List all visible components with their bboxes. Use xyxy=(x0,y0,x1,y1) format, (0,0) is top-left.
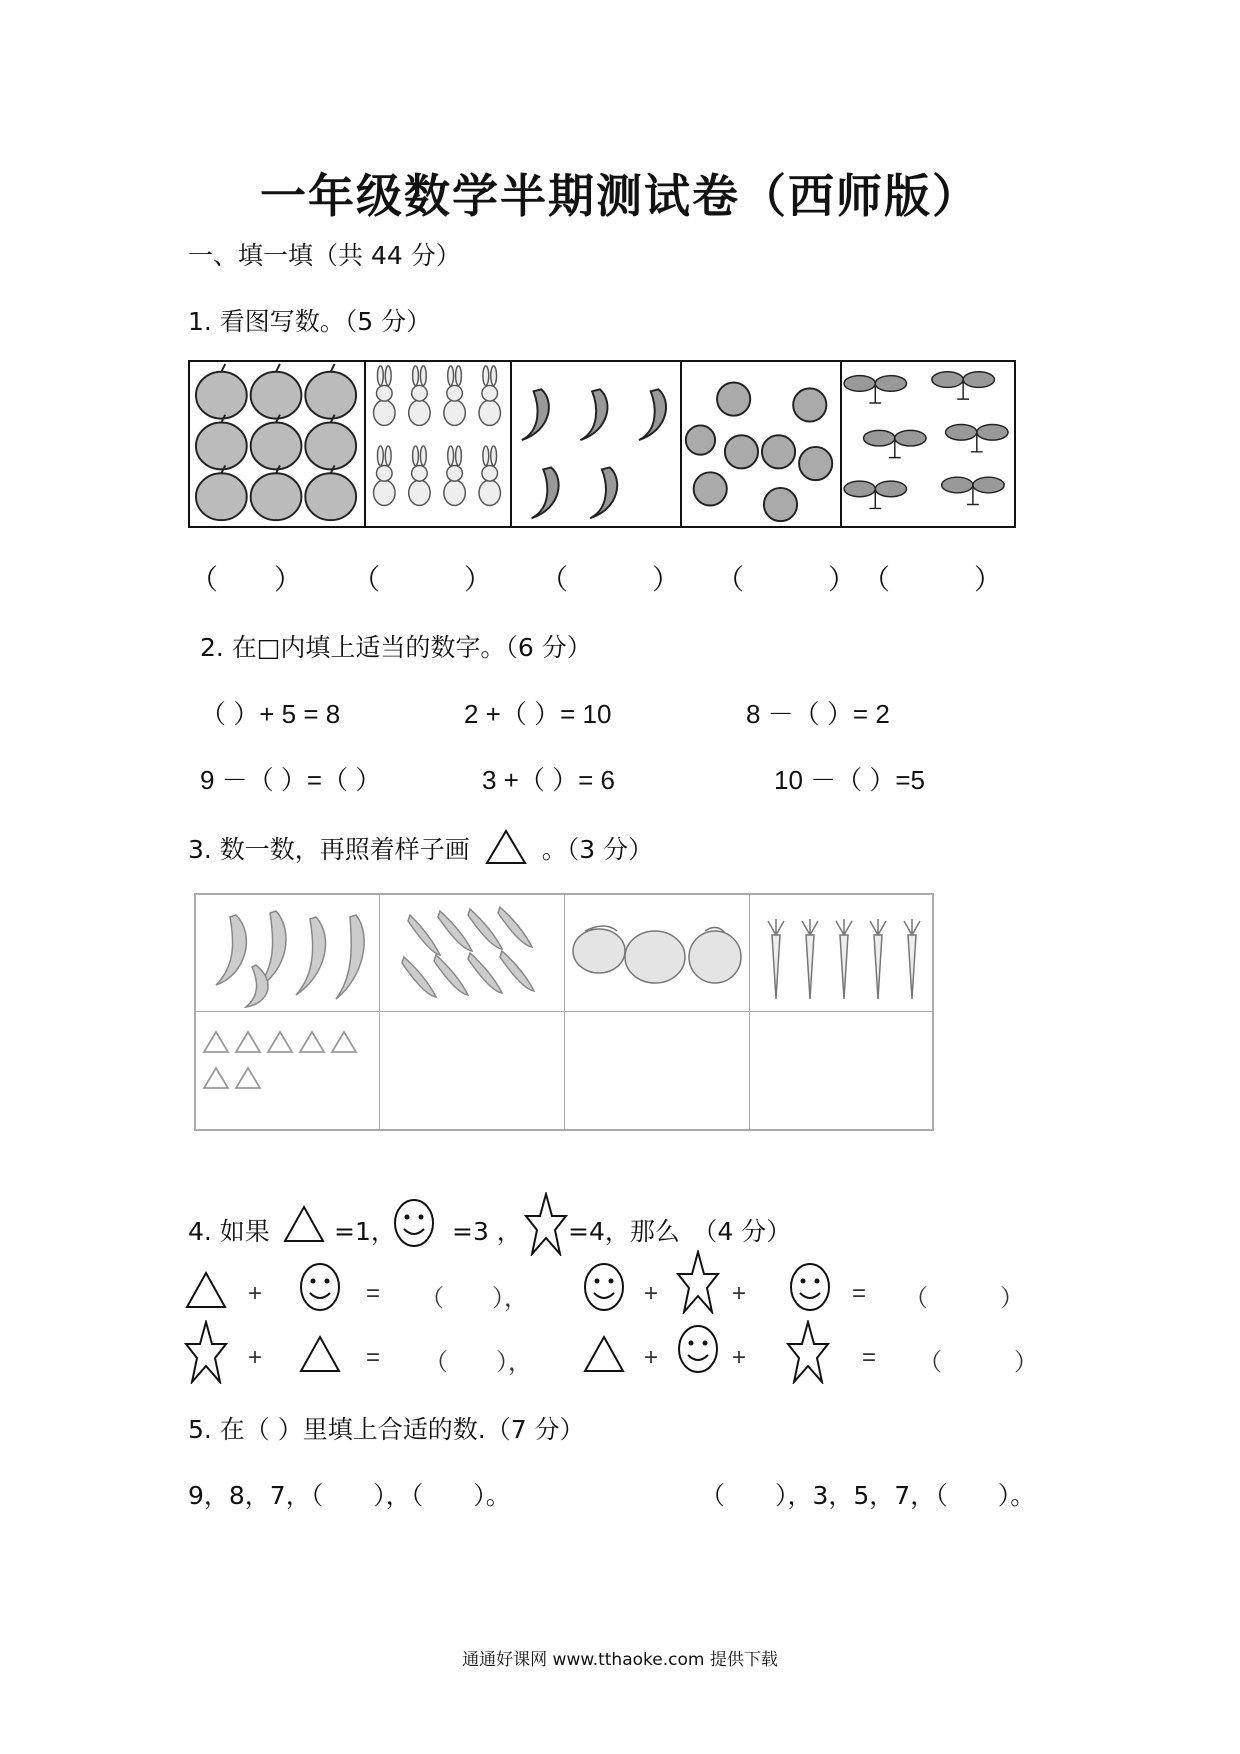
triangle-icon xyxy=(184,1270,228,1310)
triangle-icon xyxy=(282,1204,326,1244)
plus-sign: + xyxy=(732,1344,747,1371)
q3-label-points: 。（3 分） xyxy=(541,835,654,864)
q3-grid xyxy=(194,893,934,1131)
sample-triangles xyxy=(196,1012,380,1130)
q3-picture-carrots xyxy=(749,894,933,1012)
smiley-icon xyxy=(298,1262,342,1312)
q2-equation[interactable]: 3 +（ ）= 6 xyxy=(482,765,615,795)
triangle-icon xyxy=(204,1068,228,1088)
triangle-icon xyxy=(484,828,528,866)
smiley-icon xyxy=(788,1262,832,1312)
plus-sign: + xyxy=(732,1280,747,1307)
plus-sign: + xyxy=(644,1344,659,1371)
triangle-icon xyxy=(268,1032,292,1052)
star-icon xyxy=(184,1320,228,1384)
question-4-label: 4. 如果 xyxy=(188,1217,270,1246)
question-5-label: 5. 在（ ）里填上合适的数.（7 分） xyxy=(188,1415,585,1444)
star-icon xyxy=(524,1192,568,1256)
equals-sign: = xyxy=(366,1344,381,1371)
q3-picture-peppers xyxy=(195,894,380,1012)
q1-answer-blank-2[interactable]: （ ） xyxy=(352,563,493,596)
footer-credit: 通通好课网 www.tthaoke.com 提供下载 xyxy=(462,1650,778,1670)
smiley-icon xyxy=(392,1198,436,1248)
q2-equation[interactable]: 10 －（ ）=5 xyxy=(774,765,926,795)
q1-answer-blank-1[interactable]: （ ） xyxy=(190,563,303,596)
q3-picture-pea-pods xyxy=(379,894,565,1012)
q1-picture-seedlings xyxy=(840,360,1016,528)
q2-equation[interactable]: 8 －（ ）= 2 xyxy=(746,699,890,729)
equals-sign: = xyxy=(366,1280,381,1307)
q2-equation[interactable]: 2 +（ ）= 10 xyxy=(464,699,612,729)
triangle-icon xyxy=(582,1334,626,1374)
q1-picture-peppers xyxy=(510,360,682,528)
equals-sign: = xyxy=(862,1344,877,1371)
star-icon xyxy=(676,1250,720,1314)
smiley-value: =3 ， xyxy=(452,1217,522,1246)
section-heading: 一、填一填（共 44 分） xyxy=(188,241,461,270)
q1-answer-blank-4[interactable]: （ ） xyxy=(716,563,857,596)
question-2-label: 2. 在□内填上适当的数字。（6 分） xyxy=(200,633,592,662)
peppers-icon xyxy=(196,895,380,1012)
triangle-icon xyxy=(236,1032,260,1052)
triangle-icon xyxy=(300,1032,324,1052)
seedlings-icon xyxy=(842,362,1014,526)
rabbits-icon xyxy=(364,362,510,526)
plus-sign: + xyxy=(248,1280,263,1307)
triangle-value: =1， xyxy=(334,1217,396,1246)
plus-sign: + xyxy=(248,1344,263,1371)
pea-pods-icon xyxy=(380,895,565,1012)
plus-sign: + xyxy=(644,1280,659,1307)
star-icon xyxy=(786,1320,830,1384)
q1-picture-apples xyxy=(188,360,366,528)
q2-equation[interactable]: 9 －（ ）=（ ） xyxy=(200,765,382,795)
tomatoes-icon xyxy=(680,362,840,526)
page-title: 一年级数学半期测试卷（西师版） xyxy=(260,169,980,223)
q3-answer-cell[interactable] xyxy=(379,1011,565,1130)
question-3-label xyxy=(188,828,653,866)
question-1-label: 1. 看图写数。（5 分） xyxy=(188,307,432,336)
triangle-icon xyxy=(236,1068,260,1088)
q1-answer-blank-3[interactable]: （ ） xyxy=(540,563,681,596)
q5-sequence-1[interactable]: 9，8，7，（ ），（ ）。 xyxy=(188,1481,511,1510)
peaches-icon xyxy=(565,895,750,1012)
q4-answer-blank[interactable]: （ ） xyxy=(918,1349,1038,1376)
star-value: =4，那么 （4 分） xyxy=(568,1217,792,1246)
q1-answer-blank-5[interactable]: （ ） xyxy=(862,563,1003,596)
q2-equation[interactable]: （ ）+ 5 = 8 xyxy=(200,699,341,729)
smiley-icon xyxy=(676,1324,720,1374)
carrots-icon xyxy=(750,895,933,1012)
triangle-icon xyxy=(204,1032,228,1052)
q3-sample-cell xyxy=(195,1011,380,1130)
q4-answer-blank[interactable]: （ ） xyxy=(904,1285,1024,1312)
q4-answer-blank[interactable]: （ ）， xyxy=(424,1349,532,1376)
q1-picture-tomatoes xyxy=(680,360,842,528)
q3-answer-cell[interactable] xyxy=(749,1011,933,1130)
q3-answer-cell[interactable] xyxy=(564,1011,750,1130)
q5-sequence-2[interactable]: （ ），3，5，7，（ ）。 xyxy=(700,1481,1036,1510)
apples-icon xyxy=(190,362,364,526)
q4-answer-blank[interactable]: （ ）， xyxy=(420,1285,528,1312)
triangle-icon xyxy=(332,1032,356,1052)
smiley-icon xyxy=(582,1262,626,1312)
q3-picture-peaches xyxy=(564,894,750,1012)
triangle-icon xyxy=(298,1334,342,1374)
peppers-icon xyxy=(512,362,680,526)
equals-sign: = xyxy=(852,1280,867,1307)
q1-picture-rabbits xyxy=(364,360,512,528)
q3-label-text: 3. 数一数，再照着样子画 xyxy=(188,835,470,864)
